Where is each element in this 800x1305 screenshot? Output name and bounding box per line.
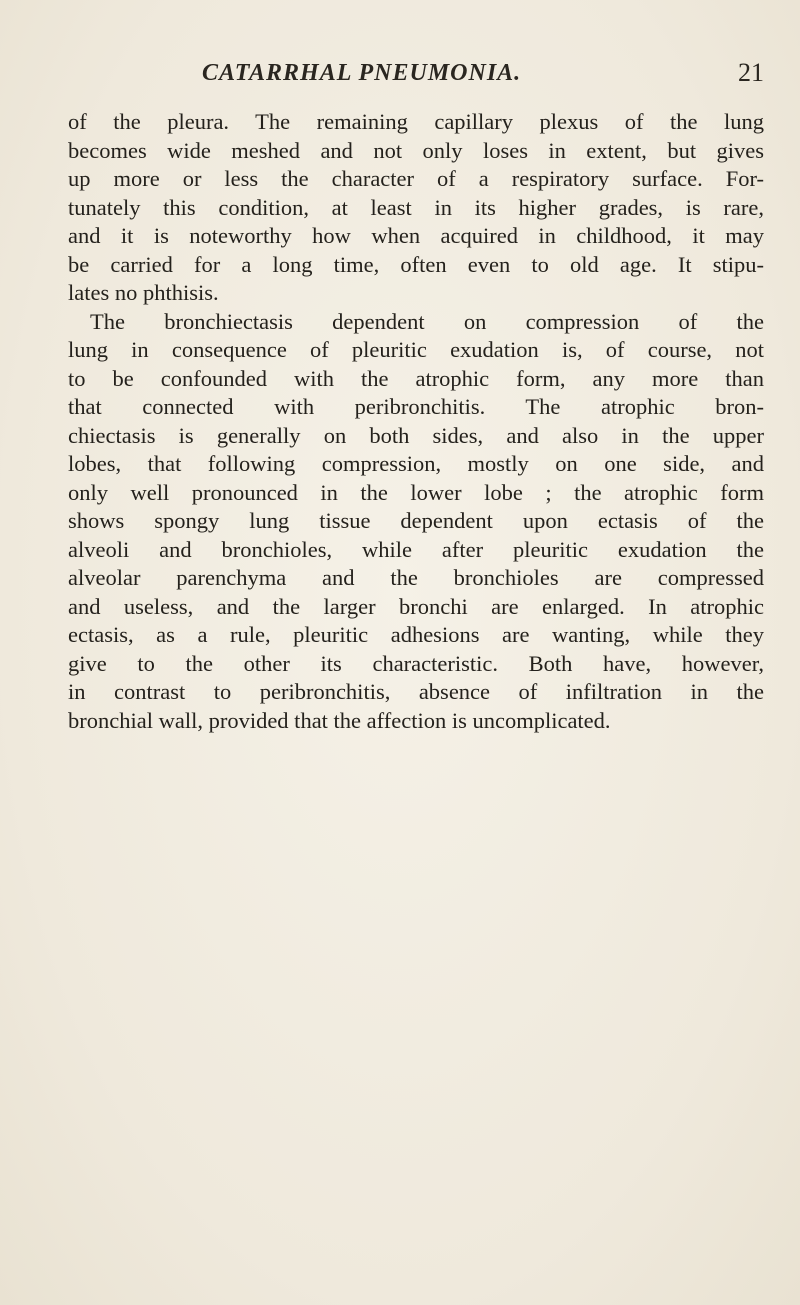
- body-text: [68, 108, 764, 735]
- text-line: only well pronounced in the lower lobe ; the atrophic form: [68, 479, 764, 505]
- running-title: CATARRHAL PNEUMONIA.: [202, 60, 522, 86]
- text-line: lung in consequence of pleuritic exudation is, of course, not: [68, 337, 764, 362]
- text-line: that connected with peribronchitis. The atrophic bron-: [68, 394, 764, 419]
- text-line: tunately this condition, at least in its higher grades, is rare,: [68, 194, 764, 220]
- text-line: in contrast to peribronchitis, absence of infiltration in the: [68, 679, 764, 704]
- text-line: bronchial wall, provided that the affection is uncomplicated.: [68, 707, 611, 733]
- text-line: lates no phthisis.: [68, 280, 219, 305]
- text-line: to be confounded with the atrophic form, any more than: [68, 365, 764, 391]
- text-line: and it is noteworthy how when acquired in childhood, it may: [68, 223, 764, 248]
- text-line: up more or less the character of a respiratory surface. For-: [68, 166, 764, 191]
- text-line: and useless, and the larger bronchi are enlarged. In atrophic: [68, 593, 764, 619]
- text-line: chiectasis is generally on both sides, and also in the upper: [68, 422, 764, 448]
- text-line: becomes wide meshed and not only loses in extent, but gives: [68, 137, 764, 163]
- page-number: 21: [738, 58, 764, 87]
- text-line: The bronchiectasis dependent on compression of the: [90, 308, 764, 334]
- text-line: of the pleura. The remaining capillary plexus of the lung: [68, 109, 764, 134]
- page-header: [68, 58, 764, 92]
- text-line: give to the other its characteristic. Both have, however,: [68, 650, 764, 676]
- text-line: alveoli and bronchioles, while after pleuritic exudation the: [68, 536, 764, 562]
- text-line: alveolar parenchyma and the bronchioles are compressed: [68, 565, 764, 590]
- text-line: ectasis, as a rule, pleuritic adhesions are wanting, while they: [68, 622, 764, 647]
- text-line: be carried for a long time, often even to old age. It stipu-: [68, 251, 764, 277]
- text-line: lobes, that following compression, mostly on one side, and: [68, 451, 764, 476]
- text-line: shows spongy lung tissue dependent upon ectasis of the: [68, 508, 764, 533]
